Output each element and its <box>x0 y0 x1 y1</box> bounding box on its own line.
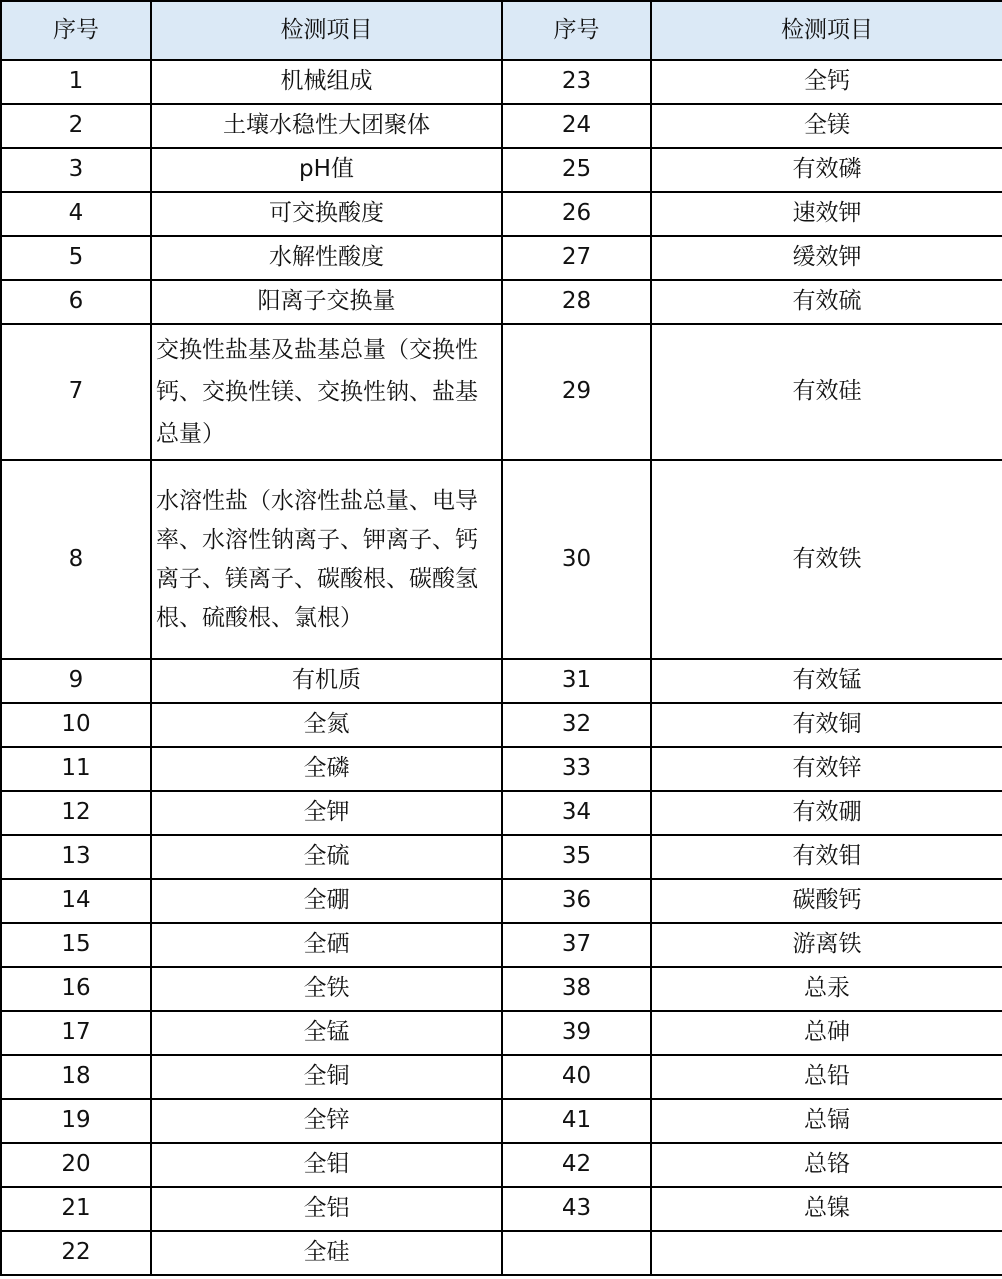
item-cell: 全硒 <box>151 923 502 967</box>
item-cell: 全磷 <box>151 747 502 791</box>
serial-cell: 31 <box>502 659 651 703</box>
table-row <box>1 236 1002 280</box>
item-cell: 碳酸钙 <box>651 879 1002 923</box>
table-row <box>1 324 1002 460</box>
serial-cell: 10 <box>1 703 151 747</box>
table-row <box>1 1055 1002 1099</box>
item-cell: 有效磷 <box>651 148 1002 192</box>
serial-cell: 28 <box>502 280 651 324</box>
item-cell: 交换性盐基及盐基总量（交换性钙、交换性镁、交换性钠、盐基总量） <box>151 324 502 460</box>
serial-cell: 30 <box>502 460 651 659</box>
table-row <box>1 1011 1002 1055</box>
item-cell: 总砷 <box>651 1011 1002 1055</box>
serial-cell: 19 <box>1 1099 151 1143</box>
serial-cell: 13 <box>1 835 151 879</box>
serial-cell: 22 <box>1 1231 151 1275</box>
table-row <box>1 1099 1002 1143</box>
item-cell: 有机质 <box>151 659 502 703</box>
serial-cell: 37 <box>502 923 651 967</box>
item-cell: 有效硼 <box>651 791 1002 835</box>
table-body <box>1 60 1002 1275</box>
table-row <box>1 1143 1002 1187</box>
item-cell: 总铅 <box>651 1055 1002 1099</box>
table-row <box>1 659 1002 703</box>
empty-cell <box>651 1231 1002 1275</box>
item-cell: 全锌 <box>151 1099 502 1143</box>
serial-cell: 35 <box>502 835 651 879</box>
item-cell: 阳离子交换量 <box>151 280 502 324</box>
item-cell: 全硫 <box>151 835 502 879</box>
item-cell: 可交换酸度 <box>151 192 502 236</box>
empty-cell <box>502 1231 651 1275</box>
item-cell: 游离铁 <box>651 923 1002 967</box>
header-row <box>1 1 1002 60</box>
serial-cell: 33 <box>502 747 651 791</box>
serial-cell: 17 <box>1 1011 151 1055</box>
item-cell: 有效铁 <box>651 460 1002 659</box>
serial-cell: 34 <box>502 791 651 835</box>
serial-cell: 36 <box>502 879 651 923</box>
item-cell: 有效锰 <box>651 659 1002 703</box>
item-cell: 全钾 <box>151 791 502 835</box>
table-row <box>1 835 1002 879</box>
table-row <box>1 1231 1002 1275</box>
serial-cell: 43 <box>502 1187 651 1231</box>
serial-cell: 42 <box>502 1143 651 1187</box>
table-row <box>1 192 1002 236</box>
item-cell: pH值 <box>151 148 502 192</box>
serial-cell: 21 <box>1 1187 151 1231</box>
serial-cell: 2 <box>1 104 151 148</box>
serial-cell: 24 <box>502 104 651 148</box>
table-row <box>1 148 1002 192</box>
table-row <box>1 280 1002 324</box>
item-cell: 机械组成 <box>151 60 502 104</box>
table-row <box>1 60 1002 104</box>
serial-cell: 1 <box>1 60 151 104</box>
item-cell: 总铬 <box>651 1143 1002 1187</box>
item-cell: 土壤水稳性大团聚体 <box>151 104 502 148</box>
table-row <box>1 923 1002 967</box>
item-cell: 有效硅 <box>651 324 1002 460</box>
table-row <box>1 1187 1002 1231</box>
serial-cell: 26 <box>502 192 651 236</box>
serial-cell: 14 <box>1 879 151 923</box>
table-row <box>1 460 1002 659</box>
item-cell: 速效钾 <box>651 192 1002 236</box>
item-cell: 全硅 <box>151 1231 502 1275</box>
serial-cell: 9 <box>1 659 151 703</box>
item-cell: 总镍 <box>651 1187 1002 1231</box>
serial-cell: 5 <box>1 236 151 280</box>
item-cell: 总镉 <box>651 1099 1002 1143</box>
item-cell: 缓效钾 <box>651 236 1002 280</box>
serial-cell: 39 <box>502 1011 651 1055</box>
item-cell: 有效锌 <box>651 747 1002 791</box>
serial-cell: 6 <box>1 280 151 324</box>
item-cell: 全钼 <box>151 1143 502 1187</box>
serial-cell: 27 <box>502 236 651 280</box>
item-cell: 全钙 <box>651 60 1002 104</box>
item-cell: 全锰 <box>151 1011 502 1055</box>
serial-cell: 41 <box>502 1099 651 1143</box>
table-row <box>1 879 1002 923</box>
item-cell: 有效铜 <box>651 703 1002 747</box>
header-serial-right: 序号 <box>502 1 651 60</box>
serial-cell: 12 <box>1 791 151 835</box>
header-item-right: 检测项目 <box>651 1 1002 60</box>
serial-cell: 29 <box>502 324 651 460</box>
serial-cell: 16 <box>1 967 151 1011</box>
item-cell: 总汞 <box>651 967 1002 1011</box>
serial-cell: 11 <box>1 747 151 791</box>
serial-cell: 4 <box>1 192 151 236</box>
header-item-left: 检测项目 <box>151 1 502 60</box>
item-cell: 水溶性盐（水溶性盐总量、电导率、水溶性钠离子、钾离子、钙离子、镁离子、碳酸根、碳酸氢根、硫酸根、氯根） <box>151 460 502 659</box>
table-row <box>1 967 1002 1011</box>
item-cell: 有效硫 <box>651 280 1002 324</box>
serial-cell: 3 <box>1 148 151 192</box>
item-cell: 有效钼 <box>651 835 1002 879</box>
serial-cell: 23 <box>502 60 651 104</box>
header-serial-left: 序号 <box>1 1 151 60</box>
serial-cell: 25 <box>502 148 651 192</box>
serial-cell: 20 <box>1 1143 151 1187</box>
table-row <box>1 703 1002 747</box>
item-cell: 全硼 <box>151 879 502 923</box>
serial-cell: 40 <box>502 1055 651 1099</box>
table-row <box>1 791 1002 835</box>
serial-cell: 32 <box>502 703 651 747</box>
item-cell: 全氮 <box>151 703 502 747</box>
item-cell: 全铝 <box>151 1187 502 1231</box>
item-cell: 全镁 <box>651 104 1002 148</box>
table-row <box>1 104 1002 148</box>
serial-cell: 18 <box>1 1055 151 1099</box>
serial-cell: 15 <box>1 923 151 967</box>
item-cell: 水解性酸度 <box>151 236 502 280</box>
serial-cell: 7 <box>1 324 151 460</box>
table-row <box>1 747 1002 791</box>
serial-cell: 8 <box>1 460 151 659</box>
table-header <box>1 1 1002 60</box>
item-cell: 全铁 <box>151 967 502 1011</box>
serial-cell: 38 <box>502 967 651 1011</box>
item-cell: 全铜 <box>151 1055 502 1099</box>
